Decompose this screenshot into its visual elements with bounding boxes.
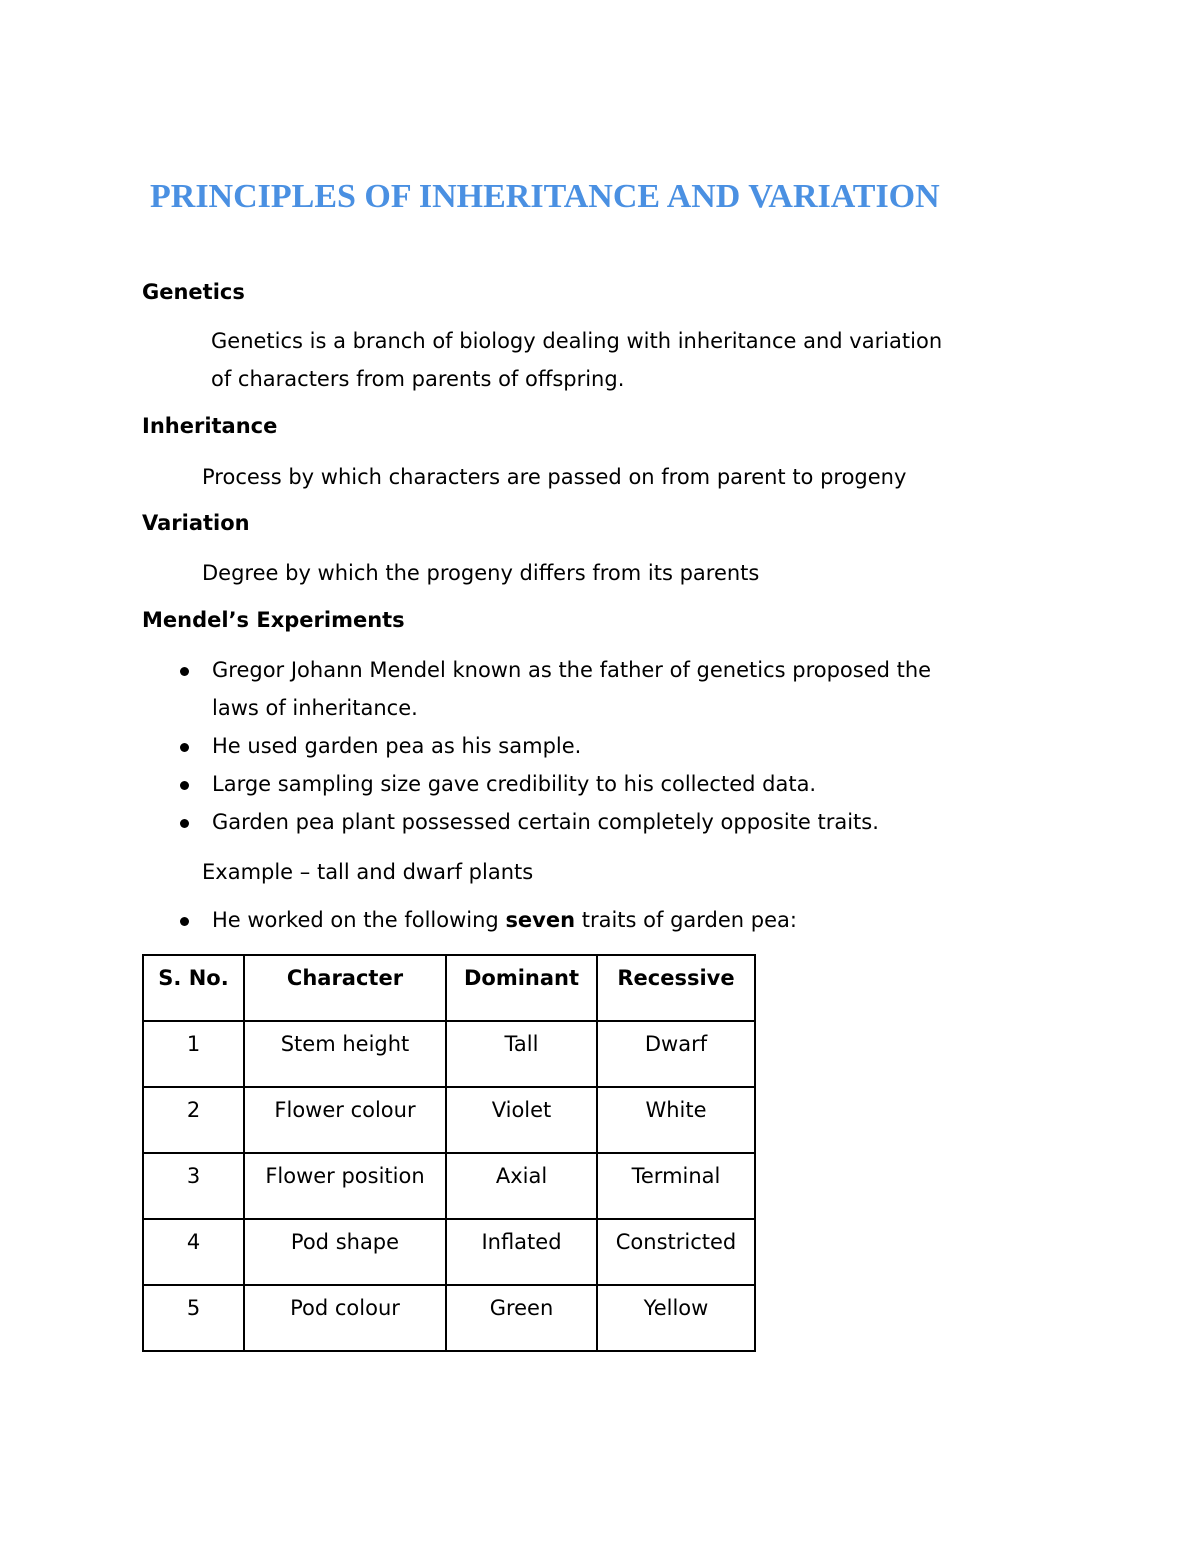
- cell-recessive: Yellow: [597, 1285, 755, 1351]
- list-item: [176, 765, 931, 803]
- traits-bullet-list: [176, 901, 797, 939]
- genetics-definition: [211, 322, 942, 398]
- cell-recessive: Constricted: [597, 1219, 755, 1285]
- cell-sno: 1: [143, 1021, 244, 1087]
- cell-dominant: Violet: [446, 1087, 597, 1153]
- bullet-icon: [180, 819, 189, 828]
- cell-sno: 5: [143, 1285, 244, 1351]
- cell-dominant: Axial: [446, 1153, 597, 1219]
- traits-text-before: He worked on the following: [212, 908, 506, 932]
- table-row: [143, 1219, 755, 1285]
- bullet-icon: [180, 781, 189, 790]
- list-item: [176, 727, 931, 765]
- cell-recessive: Terminal: [597, 1153, 755, 1219]
- traits-table: [142, 954, 756, 1352]
- table-row: [143, 1021, 755, 1087]
- genetics-definition-line-1: Genetics is a branch of biology dealing with inheritance and variation: [211, 329, 943, 353]
- header-recessive: Recessive: [597, 955, 755, 1021]
- table-row: [143, 1285, 755, 1351]
- heading-variation: Variation: [142, 511, 250, 535]
- heading-genetics: Genetics: [142, 280, 245, 304]
- list-item: [176, 901, 797, 939]
- bullet-text-line-1: Gregor Johann Mendel known as the father of genetics proposed the: [212, 658, 932, 682]
- bullet-icon: [180, 917, 189, 926]
- cell-dominant: Tall: [446, 1021, 597, 1087]
- cell-dominant: Inflated: [446, 1219, 597, 1285]
- table-row: [143, 1087, 755, 1153]
- traits-text-bold: seven: [505, 908, 576, 932]
- cell-sno: 4: [143, 1219, 244, 1285]
- list-item: [176, 651, 931, 727]
- cell-character: Pod shape: [244, 1219, 446, 1285]
- mendel-bullet-list: [176, 651, 931, 841]
- genetics-definition-line-2: of characters from parents of offspring.: [211, 367, 625, 391]
- header-sno: S. No.: [143, 955, 244, 1021]
- example-text: Example – tall and dwarf plants: [202, 860, 534, 884]
- traits-text-after: traits of garden pea:: [575, 908, 797, 932]
- heading-mendels-experiments: Mendel’s Experiments: [142, 608, 405, 632]
- table-header-row: [143, 955, 755, 1021]
- bullet-text: Garden pea plant possessed certain completely opposite traits.: [212, 810, 879, 834]
- cell-character: Stem height: [244, 1021, 446, 1087]
- cell-recessive: White: [597, 1087, 755, 1153]
- cell-character: Flower position: [244, 1153, 446, 1219]
- cell-sno: 2: [143, 1087, 244, 1153]
- header-dominant: Dominant: [446, 955, 597, 1021]
- bullet-icon: [180, 743, 189, 752]
- bullet-text: Large sampling size gave credibility to his collected data.: [212, 772, 817, 796]
- cell-dominant: Green: [446, 1285, 597, 1351]
- cell-character: Flower colour: [244, 1087, 446, 1153]
- heading-inheritance: Inheritance: [142, 414, 278, 438]
- variation-definition: Degree by which the progeny differs from its parents: [202, 561, 760, 585]
- bullet-icon: [180, 667, 189, 676]
- header-character: Character: [244, 955, 446, 1021]
- bullet-text: He used garden pea as his sample.: [212, 734, 582, 758]
- page-title: PRINCIPLES OF INHERITANCE AND VARIATION: [150, 178, 940, 215]
- table-row: [143, 1153, 755, 1219]
- cell-character: Pod colour: [244, 1285, 446, 1351]
- cell-recessive: Dwarf: [597, 1021, 755, 1087]
- inheritance-definition: Process by which characters are passed on from parent to progeny: [202, 465, 907, 489]
- list-item: [176, 803, 931, 841]
- cell-sno: 3: [143, 1153, 244, 1219]
- bullet-text-line-2: laws of inheritance.: [212, 696, 418, 720]
